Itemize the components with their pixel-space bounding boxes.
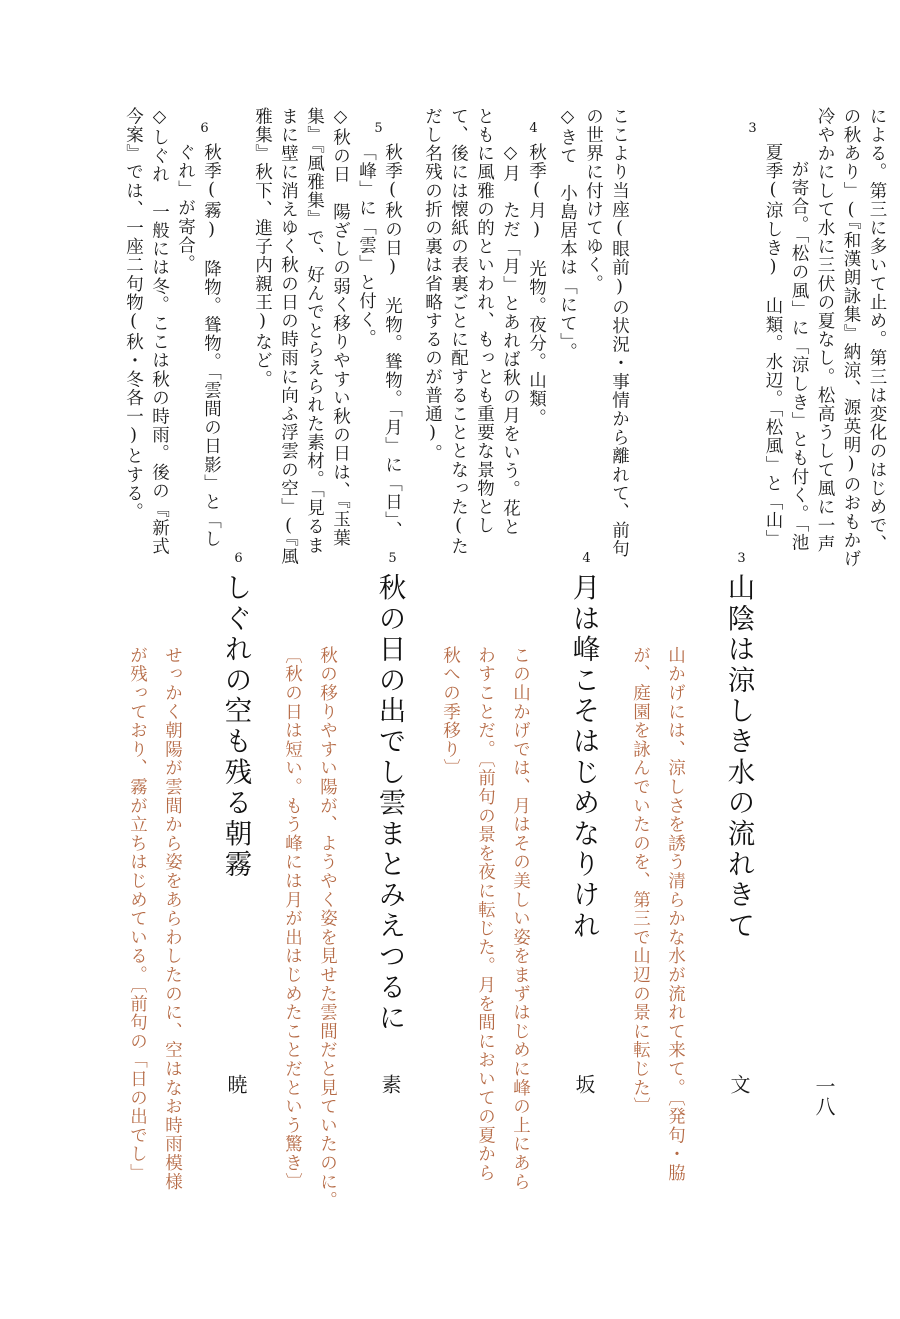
verse-author: 暁 <box>224 1074 248 1094</box>
note-line: による。第三に多いて止め。第三は変化のはじめで、 <box>867 107 887 554</box>
note-line: の世界に付けてゆく。 <box>583 107 604 293</box>
note-line: ◇月 ただ「月」とあれば秋の月をいう。花と <box>500 143 521 537</box>
verse-text: しぐれの空も残る朝霧 <box>219 573 252 880</box>
note-line: 集』『風雅集』で、好んでとらえられた素材。「見るま <box>304 107 325 555</box>
note-line: 秋季(月) 光物。夜分。山類。 <box>526 143 547 427</box>
note-line: ぐれ」が寄合。 <box>175 143 196 274</box>
verse-text: 秋の日の出でし雲まとみえつるに <box>373 573 406 1034</box>
note-number: 4 <box>526 121 541 136</box>
verse-text: 山陰は涼しき水の流れきて <box>722 573 755 942</box>
note-number: 5 <box>371 121 386 136</box>
translation-line: が残っており、霧が立ちはじめている。〔前句の「日の出でし」 <box>127 646 148 1183</box>
note-line: て、後には懐紙の表裏ごとに配することとなった(た <box>448 107 469 556</box>
note-line: ともに風雅の的といわれ、もっとも重要な景物とし <box>474 107 495 535</box>
translation-line: 〔秋の日は短い。もう峰には月が出はじめたことだという驚き〕 <box>282 646 303 1192</box>
note-line: 今案』では、一座二句物(秋・冬各一)とする。 <box>123 107 144 522</box>
translation-line: わすことだ。〔前句の景を夜に転じた。月を間においての夏から <box>475 646 496 1183</box>
translation-line: この山かげでは、月はその美しい姿をまずはじめに峰の上にあら <box>510 646 531 1192</box>
note-line: ◇きて 小島居本は「にて」。 <box>557 107 578 362</box>
note-line: 秋季(秋の日) 光物。聳物。「月」に「日」、 <box>382 143 403 540</box>
verse-author: 素 <box>378 1074 402 1094</box>
note-line: の秋あり」(『和漢朗詠集』納涼、源英明)のおもかげ <box>841 107 861 569</box>
note-number: 6 <box>197 121 212 136</box>
page-number: 一八 <box>812 1076 836 1116</box>
translation-line: 秋の移りやすい陽が、ようやく姿を見せた雲間だと見ていたのに。 <box>317 646 338 1210</box>
note-line: ここより当座(眼前)の状況・事情から離れて、前句 <box>609 107 630 559</box>
verse-number: 6 <box>231 551 246 566</box>
verse-number: 4 <box>579 551 594 566</box>
translation-line: 山かげには、涼しさを誘う清らかな水が流れて来て。〔発句・脇 <box>665 646 686 1183</box>
note-line: 秋季(霧) 降物。聳物。「雲間の日影」と「し <box>201 143 222 549</box>
note-line: ◇秋の日 陽ざしの弱く移りやすい秋の日は、『玉葉 <box>330 107 351 548</box>
verse-number: 5 <box>385 551 400 566</box>
verse-author: 坂 <box>572 1074 596 1094</box>
verse-number: 3 <box>734 551 749 566</box>
note-line: ◇しぐれ 一般には冬。ここは秋の時雨。後の『新式 <box>149 107 170 556</box>
note-number: 3 <box>745 121 760 136</box>
verse-text: 月は峰こそはじめなりけれ <box>567 573 600 942</box>
note-line: 雅集』秋下、進子内親王)など。 <box>252 107 273 389</box>
note-line: 冷やかにして水に三伏の夏なし。松高うして風に一声 <box>815 107 835 554</box>
note-line: 「峰」に「雲」と付く。 <box>356 143 377 348</box>
note-line: まに壁に消えゆく秋の日の時雨に向ふ浮雲の空」(『風 <box>278 107 299 566</box>
note-line: が寄合。「松の風」に「涼しき」とも付く。「池 <box>789 160 809 552</box>
translation-line: せっかく朝陽が雲間から姿をあらわしたのに、空はなお時雨模様 <box>162 646 183 1192</box>
verse-author: 文 <box>727 1074 751 1094</box>
translation-line: が、庭園を詠んでいたのを、第三で山辺の景に転じた〕 <box>630 646 651 1116</box>
note-line: だし名残の折の裏は省略するのが普通)。 <box>422 107 443 463</box>
translation-line: 秋への季移り〕 <box>440 646 461 778</box>
note-line: 夏季(涼しき) 山類。水辺。「松風」と「山」 <box>763 143 783 549</box>
